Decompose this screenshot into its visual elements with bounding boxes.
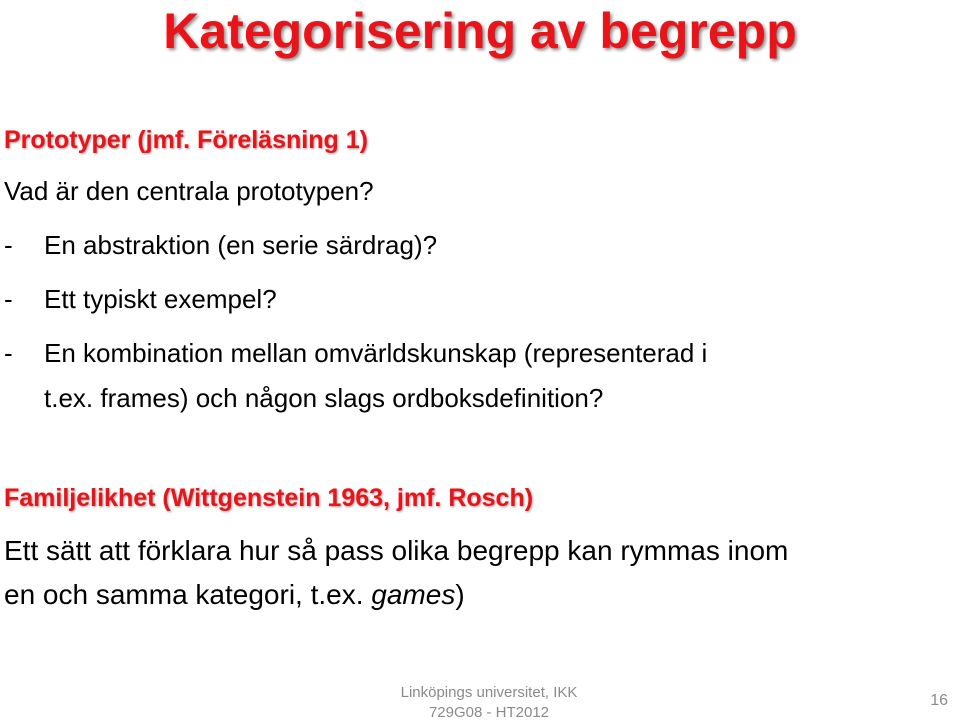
body-line-2 <box>4 579 465 611</box>
body-line-2-prefix: en och samma kategori, t.ex. <box>4 579 372 610</box>
bullet-text: Ett typiskt exempel? <box>44 284 277 314</box>
bullet-item <box>4 284 277 315</box>
slide-title: Kategorisering av begrepp <box>163 3 797 59</box>
bullet-continuation: t.ex. frames) och någon slags ordboksdefinition? <box>44 383 604 413</box>
footer-course: 729G08 - HT2012 <box>428 704 550 721</box>
bullet-item <box>4 338 707 369</box>
section-heading-prototyper: Prototyper (jmf. Föreläsning 1) <box>4 126 368 154</box>
body-line-1: Ett sätt att förklara hur så pass olika begrepp kan rymmas inom <box>4 535 789 566</box>
footer-university: Linköpings universitet, IKK <box>400 684 578 701</box>
bullet-dash: - <box>4 284 13 314</box>
page-number: 16 <box>930 692 948 709</box>
bullet-dash: - <box>4 230 13 260</box>
question-text: Vad är den centrala prototypen? <box>4 176 374 206</box>
section-heading-familjelikhet: Familjelikhet (Wittgenstein 1963, jmf. Rosch) <box>4 484 534 512</box>
body-line-2-suffix: ) <box>455 579 465 610</box>
games-term: games <box>371 579 456 610</box>
bullet-text: En abstraktion (en serie särdrag)? <box>44 230 438 260</box>
bullet-text: En kombination mellan omvärldskunskap (representerad i <box>44 338 708 368</box>
bullet-item <box>4 230 437 261</box>
bullet-dash: - <box>4 338 13 368</box>
